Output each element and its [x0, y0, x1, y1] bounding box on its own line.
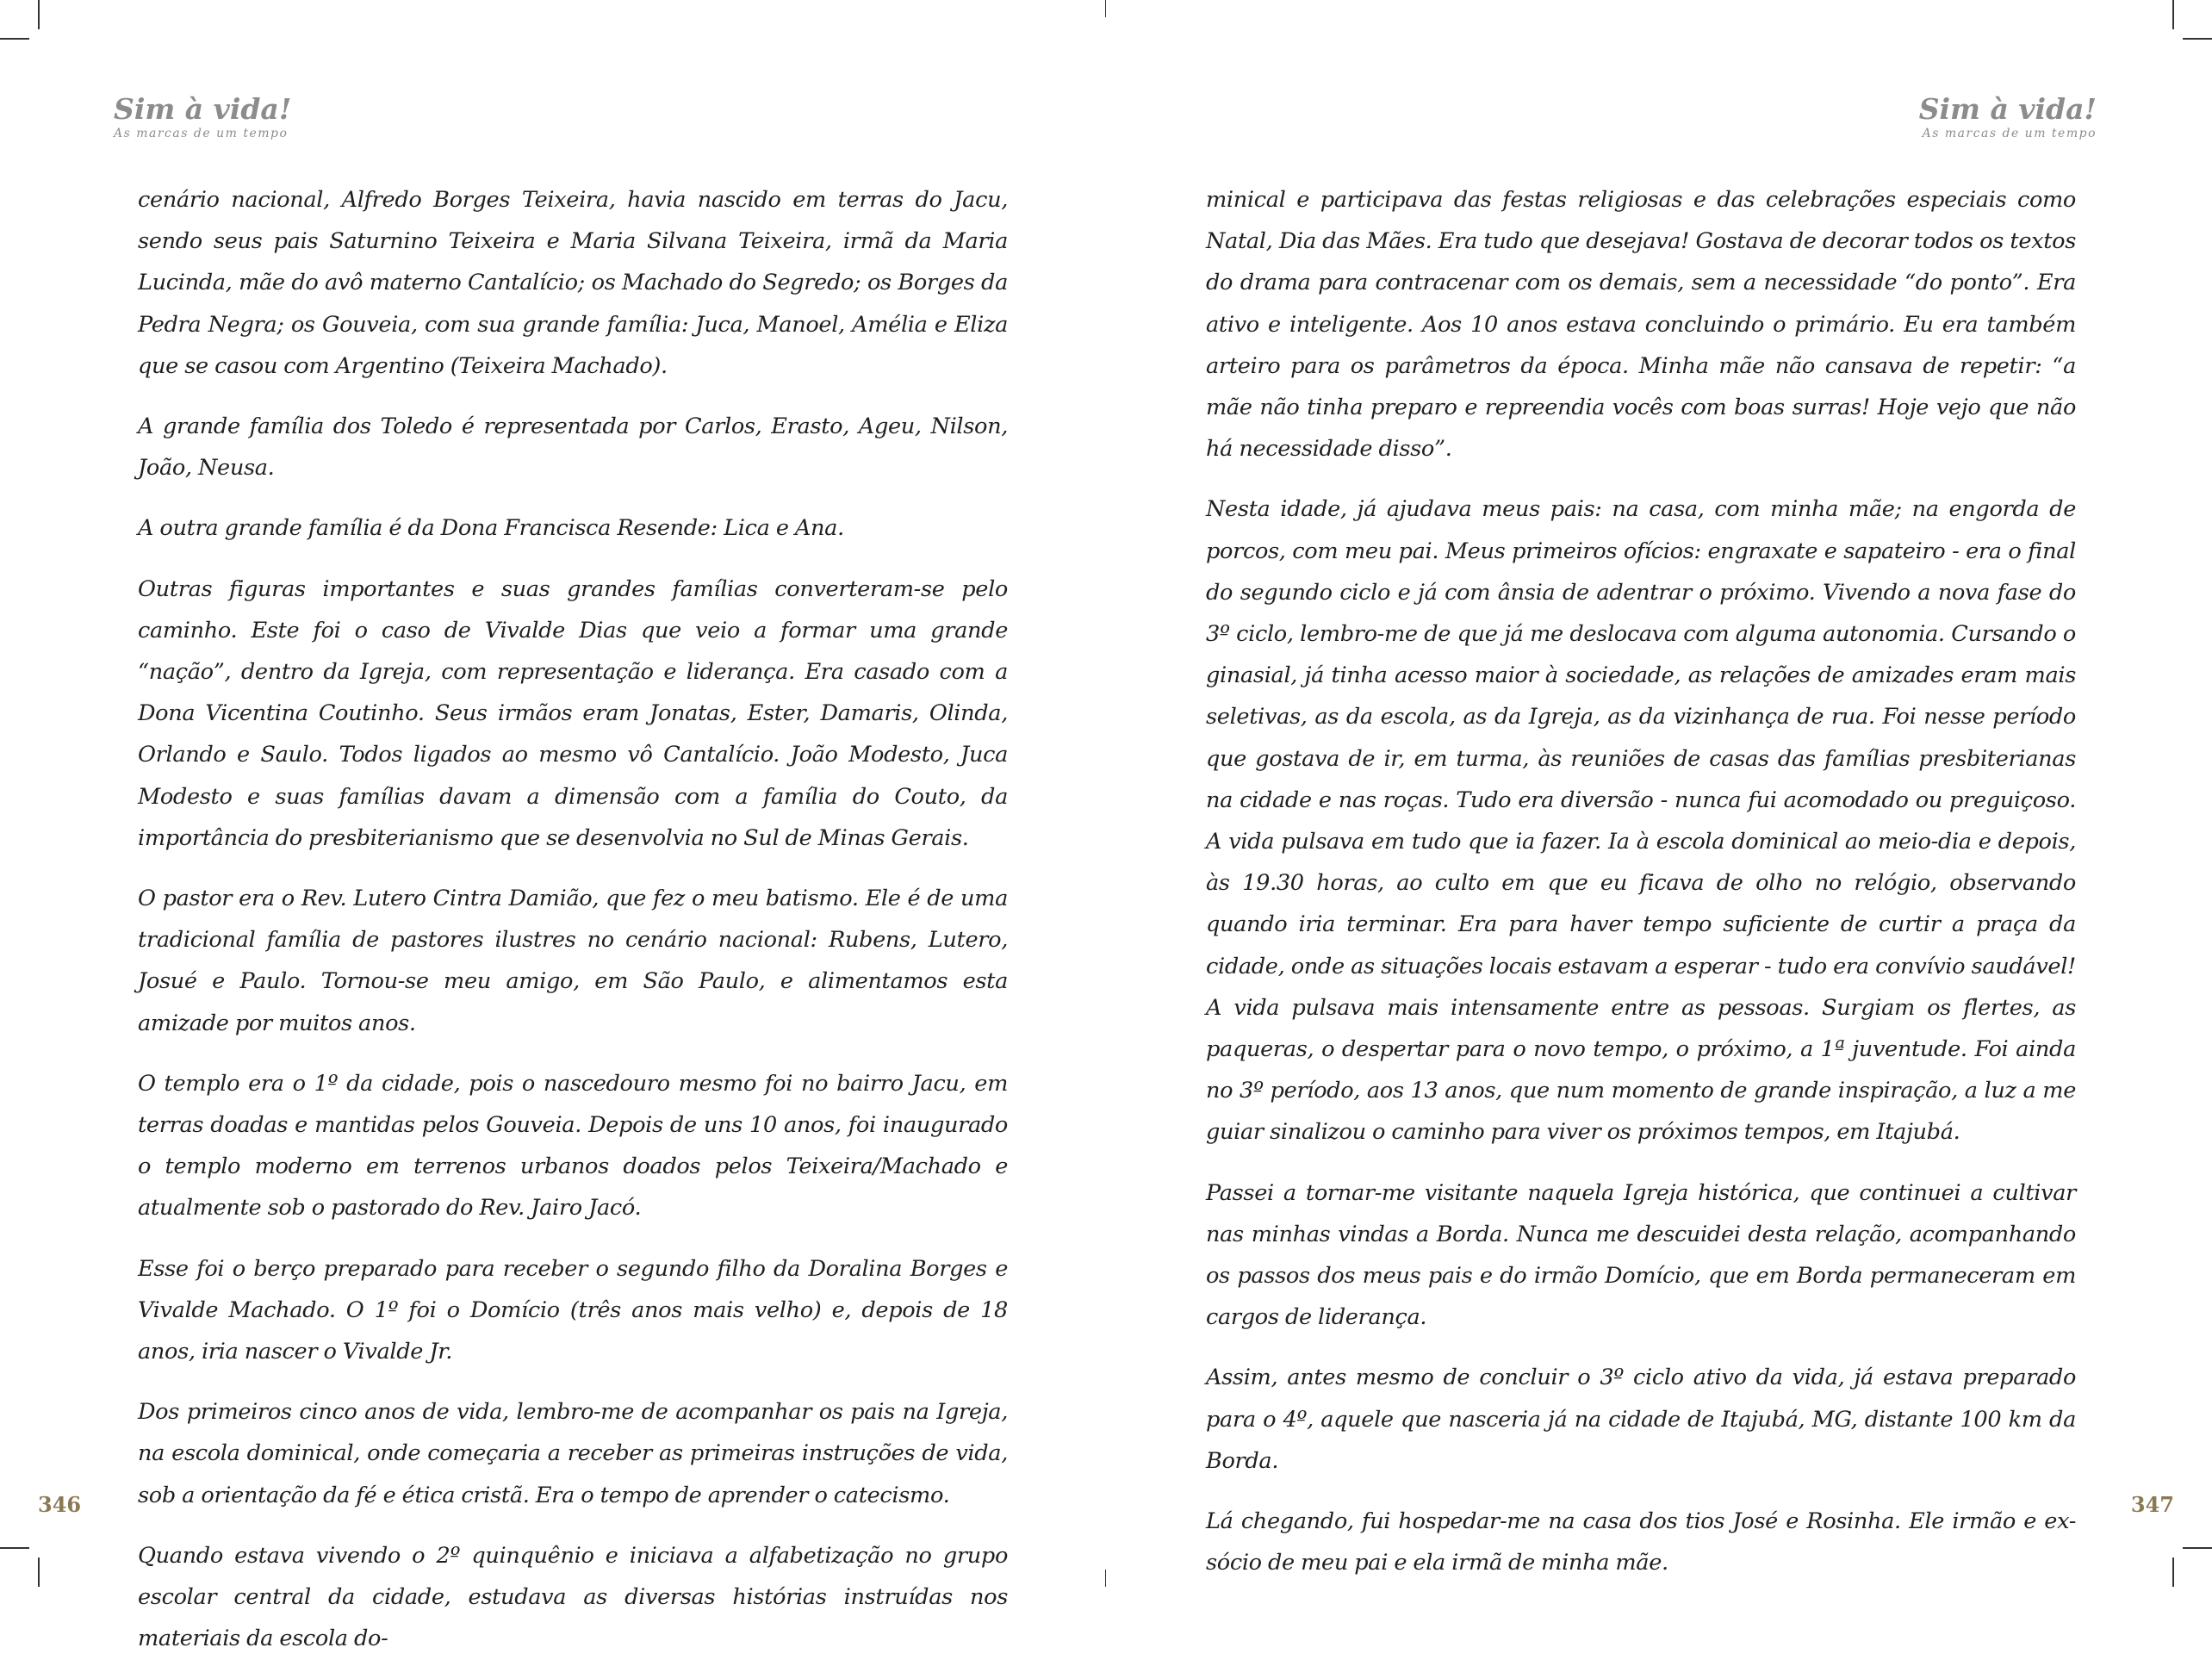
- crop-mark: [2183, 1547, 2212, 1549]
- paragraph: minical e participava das festas religiosas e das celebrações especiais como Natal, Dia das Mães. Era tudo que desejava! Gostava de decorar todos os textos do drama para contracenar com os demais, sem a necessidade “do ponto”. Era ativo e inteligente. Aos 10 anos estava concluindo o primário. Eu era também arteiro para os parâmetros da época. Minha mãe não cansava de repetir: “a mãe não tinha preparo e repreendia vocês com boas surras! Hoje vejo que não há necessidade disso”.: [1206, 187, 2076, 463]
- page-number: 346: [38, 1492, 82, 1517]
- paragraph: Quando estava vivendo o 2º quinquênio e iniciava a alfabetização no grupo escolar central da cidade, estudava as diversas histórias instruídas nos materiais da escola do-: [138, 1542, 1008, 1652]
- crop-mark: [2183, 38, 2212, 40]
- paragraph: cenário nacional, Alfredo Borges Teixeira, havia nascido em terras do Jacu, sendo seus pais Saturnino Teixeira e Maria Silvana Teixeira, irmã da Maria Lucinda, mãe do avô materno Cantalício; os Machado do Segredo; os Borges da Pedra Negra; os Gouveia, com sua grande família: Juca, Manoel, Amélia e Eliza que se casou com Argentino (Teixeira Machado).: [138, 187, 1008, 379]
- paragraph: A grande família dos Toledo é representada por Carlos, Erasto, Ageu, Nilson, João, Neusa.: [138, 413, 1008, 482]
- paragraph: Nesta idade, já ajudava meus pais: na casa, com minha mãe; na engorda de porcos, com meu pai. Meus primeiros ofícios: engraxate e sapateiro - era o final do segundo ciclo e já com ânsia de adentrar o próximo. Vivendo a nova fase do 3º ciclo, lembro-me de que já me deslocava com alguma autonomia. Cursando o ginasial, já tinha acesso maior à sociedade, as relações de amizades eram mais seletivas, as da escola, as da Igreja, as da vizinhança de rua. Foi nesse período que gostava de ir, em turma, às reuniões de casas das famílias presbiterianas na cidade e nas roças. Tudo era diversão - nunca fui acomodado ou preguiçoso. A vida pulsava em tudo que ia fazer. Ia à escola dominical ao meio-dia e depois, às 19.30 horas, ao culto em que eu ficava de olho no relógio, observando quando iria terminar. Era para haver tempo suficiente de curtir a praça da cidade, onde as situações locais estavam a esperar - tudo era convívio saudável! A vida pulsava mais intensamente entre as pessoas. Surgiam os flertes, as paqueras, o despertar para o novo tempo, o próximo, a 1ª juventude. Foi ainda no 3º período, aos 13 anos, que num momento de grande inspiração, a luz a me guiar sinalizou o caminho para viver os próximos tempos, em Itajubá.: [1206, 496, 2076, 1146]
- paragraph: A outra grande família é da Dona Francisca Resende: Lica e Ana.: [138, 515, 844, 542]
- crop-mark: [0, 38, 29, 40]
- crop-mark: [2172, 1557, 2174, 1587]
- crop-mark: [38, 1557, 40, 1587]
- header-title: Sim à vida!: [114, 92, 292, 126]
- paragraph: O templo era o 1º da cidade, pois o nascedouro mesmo foi no bairro Jacu, em terras doadas e mantidas pelos Gouveia. Depois de uns 10 anos, foi inaugurado o templo moderno em terrenos urbanos doados pelos Teixeira/Machado e atualmente sob o pastorado do Rev. Jairo Jacó.: [138, 1070, 1008, 1222]
- running-header: [1919, 93, 2097, 141]
- body-text: [1206, 179, 2076, 1584]
- paragraph: O pastor era o Rev. Lutero Cintra Damião, que fez o meu batismo. Ele é de uma tradicional família de pastores ilustres no cenário nacional: Rubens, Lutero, Josué e Paulo. Tornou-se meu amigo, em São Paulo, e alimentamos esta amizade por muitos anos.: [138, 886, 1008, 1036]
- header-subtitle: As marcas de um tempo: [114, 127, 289, 140]
- paragraph: Dos primeiros cinco anos de vida, lembro-me de acompanhar os pais na Igreja, na escola dominical, onde começaria a receber as primeiras instruções de vida, sob a orientação da fé e ética cristã. Era o tempo de aprender o catecismo.: [138, 1399, 1008, 1508]
- body-text: [138, 179, 1008, 1660]
- crop-mark: [0, 1547, 29, 1549]
- paragraph: Esse foi o berço preparado para receber o segundo filho da Doralina Borges e Vivalde Machado. O 1º foi o Domício (três anos mais velho) e, depois de 18 anos, iria nascer o Vivalde Jr.: [138, 1255, 1008, 1365]
- left-page: [0, 0, 1106, 1652]
- page-number: 347: [2130, 1492, 2174, 1517]
- header-title: Sim à vida!: [1918, 92, 2097, 126]
- paragraph: Lá chegando, fui hospedar-me na casa dos tios José e Rosinha. Ele irmão e ex-sócio de meu pai e ela irmã de minha mãe.: [1206, 1508, 2076, 1576]
- paragraph: Assim, antes mesmo de concluir o 3º ciclo ativo da vida, já estava preparado para o 4º, aquele que nasceria já na cidade de Itajubá, MG, distante 100 km da Borda.: [1206, 1365, 2076, 1474]
- header-subtitle: As marcas de um tempo: [1922, 127, 2097, 140]
- right-page: [1106, 0, 2212, 1587]
- paragraph: Outras figuras importantes e suas grandes famílias converteram-se pelo caminho. Este foi o caso de Vivalde Dias que veio a formar uma grande “nação”, dentro da Igreja, com representação e liderança. Era casado com a Dona Vicentina Coutinho. Seus irmãos eram Jonatas, Ester, Damaris, Olinda, Orlando e Saulo. Todos ligados ao mesmo vô Cantalício. João Modesto, Juca Modesto e suas famílias davam a dimensão com a família do Couto, da importância do presbiterianismo que se desenvolvia no Sul de Minas Gerais.: [138, 575, 1008, 851]
- running-header: [114, 93, 291, 141]
- paragraph: Passei a tornar-me visitante naquela Igreja histórica, que continuei a cultivar nas minhas vindas a Borda. Nunca me descuidei desta relação, acompanhando os passos dos meus pais e do irmão Domício, que em Borda permaneceram em cargos de liderança.: [1206, 1179, 2076, 1331]
- crop-mark: [2172, 0, 2174, 29]
- crop-mark: [38, 0, 40, 29]
